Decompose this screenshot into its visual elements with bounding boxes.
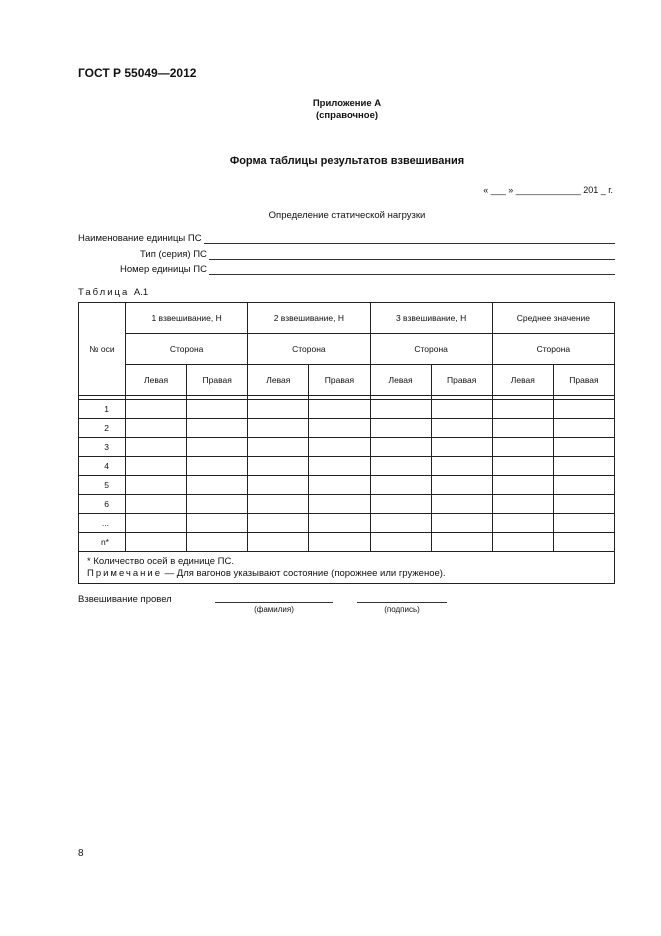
value-cell[interactable] [126,476,187,495]
value-cell[interactable] [248,419,309,438]
value-cell[interactable] [492,476,553,495]
field-label: Тип (серия) ПС [140,249,207,260]
axis-number: 1 [79,400,126,419]
right-header: Правая [431,365,492,396]
value-cell[interactable] [431,533,492,552]
value-cell[interactable] [126,400,187,419]
value-cell[interactable] [309,419,370,438]
group-header: 1 взвешивание, Н [126,303,248,334]
field-line [209,265,615,275]
value-cell[interactable] [309,438,370,457]
left-header: Левая [370,365,431,396]
table-row [79,533,615,552]
axis-number: ... [79,514,126,533]
value-cell[interactable] [553,457,614,476]
table-note [79,552,615,584]
value-cell[interactable] [126,419,187,438]
value-cell[interactable] [492,495,553,514]
surname-caption: (фамилия) [254,605,294,614]
note [87,568,606,580]
value-cell[interactable] [492,419,553,438]
value-cell[interactable] [553,514,614,533]
axis-number: 6 [79,495,126,514]
value-cell[interactable] [248,400,309,419]
field-line [204,234,615,244]
signature-line [357,592,447,603]
document-code: ГОСТ Р 55049—2012 [78,66,197,80]
footnote: * Количество осей в единице ПС. [87,556,235,567]
right-header: Правая [309,365,370,396]
value-cell[interactable] [553,438,614,457]
table-caption [78,287,148,298]
value-cell[interactable] [187,400,248,419]
value-cell[interactable] [553,533,614,552]
table-row [79,438,615,457]
value-cell[interactable] [126,457,187,476]
side-header: Сторона [248,334,370,365]
value-cell[interactable] [431,457,492,476]
value-cell[interactable] [492,457,553,476]
table-row [79,419,615,438]
value-cell[interactable] [370,457,431,476]
value-cell[interactable] [370,476,431,495]
value-cell[interactable] [370,400,431,419]
form-title: Форма таблицы результатов взвешивания [229,155,465,167]
page-number: 8 [78,848,84,859]
right-header: Правая [187,365,248,396]
side-header: Сторона [370,334,492,365]
value-cell[interactable] [187,533,248,552]
value-cell[interactable] [309,476,370,495]
table-caption-number: А.1 [133,287,149,298]
value-cell[interactable] [248,533,309,552]
table-row [79,476,615,495]
table-row [79,514,615,533]
value-cell[interactable] [370,533,431,552]
value-cell[interactable] [187,476,248,495]
left-header: Левая [126,365,187,396]
surname-line [215,592,333,603]
value-cell[interactable] [187,438,248,457]
note-row [79,552,615,584]
group-header: 3 взвешивание, Н [370,303,492,334]
value-cell[interactable] [248,514,309,533]
left-header: Левая [492,365,553,396]
value-cell[interactable] [492,514,553,533]
field-label: Номер единицы ПС [120,264,207,275]
value-cell[interactable] [492,438,553,457]
axis-number: 3 [79,438,126,457]
value-cell[interactable] [553,419,614,438]
value-cell[interactable] [309,495,370,514]
axis-number: 2 [79,419,126,438]
form-subtitle: Определение статической нагрузки [268,210,426,221]
date-line: « ___ » _____________ 201 _ г. [483,185,613,195]
value-cell[interactable] [248,495,309,514]
value-cell[interactable] [248,457,309,476]
side-header: Сторона [492,334,614,365]
value-cell[interactable] [431,476,492,495]
value-cell[interactable] [187,495,248,514]
value-cell[interactable] [370,438,431,457]
side-header: Сторона [126,334,248,365]
value-cell[interactable] [309,514,370,533]
value-cell[interactable] [431,400,492,419]
field-unit-number [120,264,615,275]
value-cell[interactable] [553,476,614,495]
value-cell[interactable] [553,495,614,514]
right-header: Правая [553,365,614,396]
value-cell[interactable] [309,400,370,419]
value-cell[interactable] [187,514,248,533]
table-row [79,457,615,476]
left-header: Левая [248,365,309,396]
value-cell[interactable] [248,438,309,457]
field-label: Наименование единицы ПС [78,233,202,244]
value-cell[interactable] [126,495,187,514]
group-header: 2 взвешивание, Н [248,303,370,334]
value-cell[interactable] [492,533,553,552]
value-cell[interactable] [492,400,553,419]
signature-label: Взвешивание провел [78,594,172,605]
axis-header: № оси [79,303,126,396]
group-header: Среднее значение [492,303,614,334]
value-cell[interactable] [370,514,431,533]
field-line [209,250,615,260]
appendix-type: (справочное) [315,110,379,121]
value-cell[interactable] [126,514,187,533]
value-cell[interactable] [370,419,431,438]
value-cell[interactable] [370,495,431,514]
results-table [78,302,615,584]
value-cell[interactable] [431,438,492,457]
value-cell[interactable] [431,419,492,438]
value-cell[interactable] [309,533,370,552]
axis-number: n* [79,533,126,552]
value-cell[interactable] [126,438,187,457]
appendix-title: Приложение А [312,98,382,109]
field-unit-name [78,233,615,244]
table-row [79,495,615,514]
table-caption-word: Таблица [78,287,130,298]
signature-caption: (подпись) [384,605,420,614]
note-word: Примечание [87,568,162,579]
value-cell[interactable] [431,495,492,514]
table-row [79,400,615,419]
value-cell[interactable] [431,514,492,533]
value-cell[interactable] [126,533,187,552]
axis-number: 4 [79,457,126,476]
value-cell[interactable] [187,457,248,476]
value-cell[interactable] [187,419,248,438]
value-cell[interactable] [309,457,370,476]
value-cell[interactable] [553,400,614,419]
note-text: — Для вагонов указывают состояние (порожнее или груженое). [162,568,446,579]
value-cell[interactable] [248,476,309,495]
axis-number: 5 [79,476,126,495]
field-unit-type [140,249,615,260]
